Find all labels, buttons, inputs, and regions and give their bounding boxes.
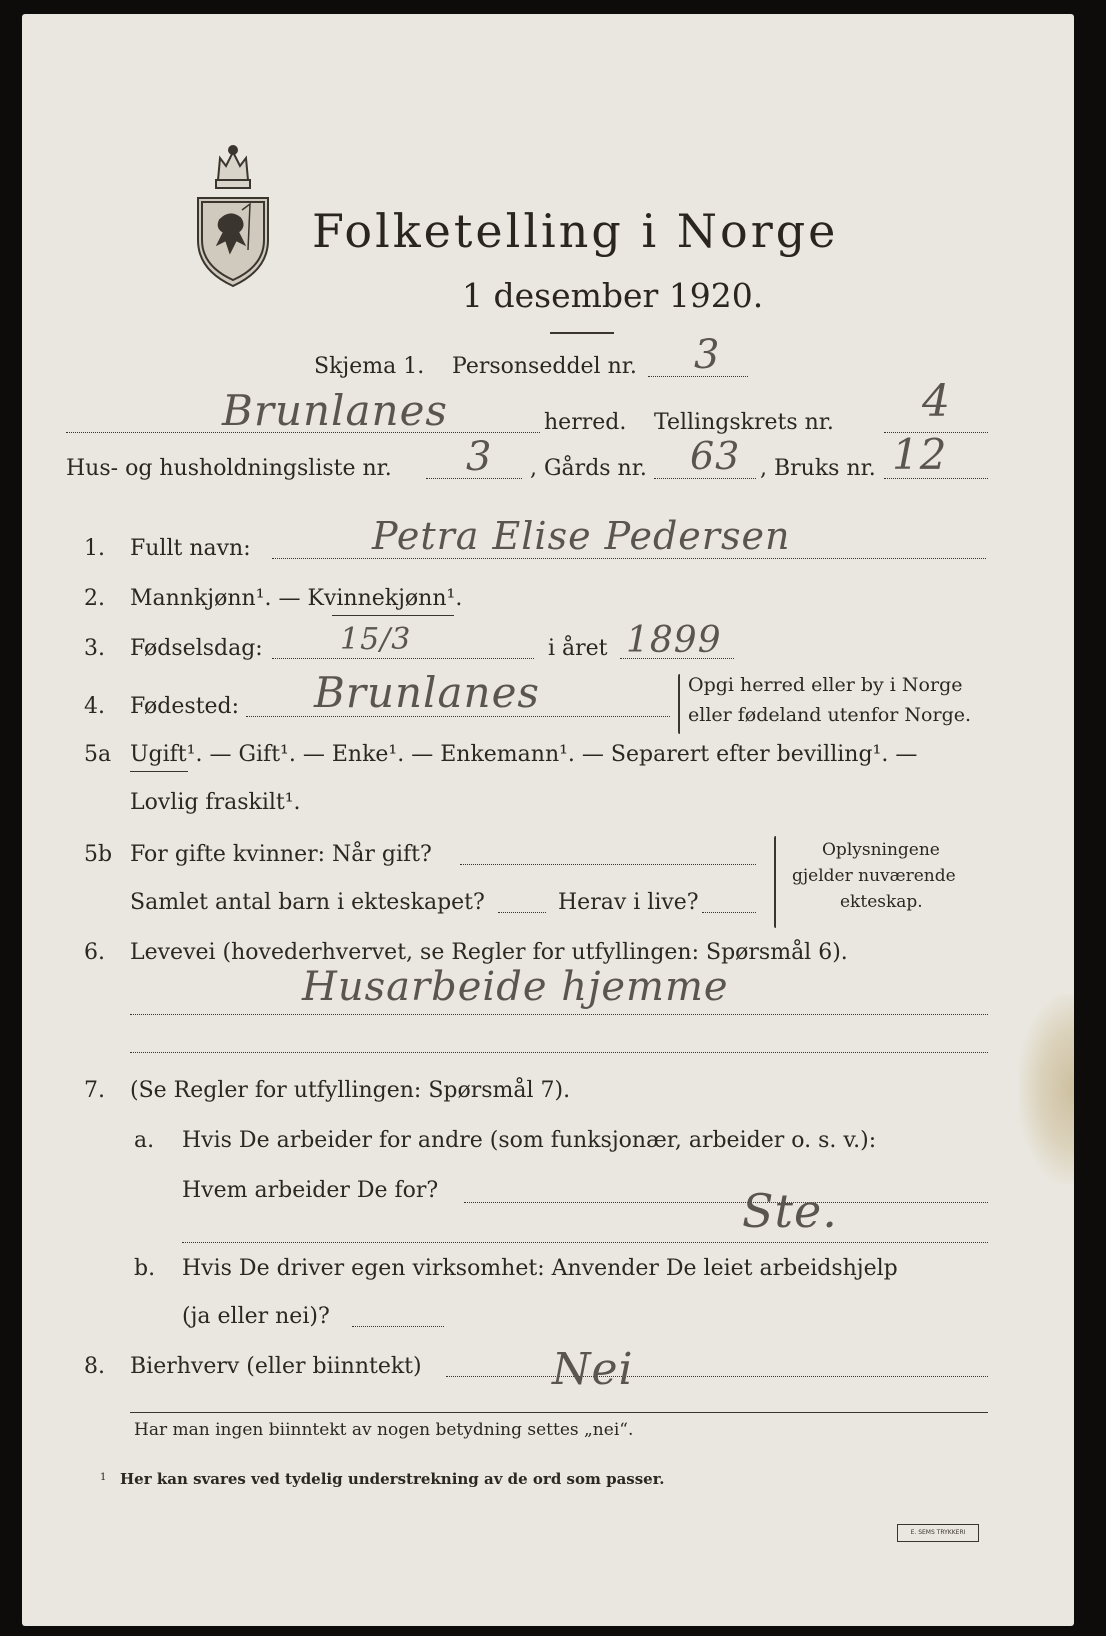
- q5b-children-label: Samlet antal barn i ekteskapet?: [130, 890, 485, 915]
- bruks-value[interactable]: 12: [892, 430, 948, 479]
- husliste-value[interactable]: 3: [466, 434, 493, 480]
- year-label: i året: [548, 636, 608, 661]
- gender-underline: [332, 615, 454, 616]
- q5b-line1: For gifte kvinner: Når gift?: [130, 842, 432, 867]
- q5b-number: 5b: [84, 842, 113, 867]
- q5b-note-line3: ekteskap.: [840, 892, 923, 912]
- q4-brace: [678, 674, 680, 734]
- marital-options-2[interactable]: Lovlig fraskilt¹.: [130, 790, 301, 815]
- title-rule: [550, 332, 614, 334]
- q6-number: 6.: [84, 940, 105, 965]
- q4-label: Fødested:: [130, 694, 240, 719]
- norwegian-lion-crest-icon: [190, 140, 276, 290]
- q2-number: 2.: [84, 586, 105, 611]
- q8-label: Bierhverv (eller biinntekt): [130, 1354, 422, 1379]
- personseddel-label: Personseddel nr.: [452, 354, 637, 379]
- birth-year-value[interactable]: 1899: [626, 620, 722, 661]
- q5b-note-line2: gjelder nuværende: [792, 866, 956, 886]
- q8-line: [446, 1376, 988, 1377]
- q5a-number: 5a: [84, 742, 112, 767]
- q5b-note-line1: Oplysningene: [822, 840, 940, 860]
- q1-line: [272, 558, 986, 559]
- paper-stain: [1019, 994, 1074, 1184]
- marital-options[interactable]: Ugift¹. — Gift¹. — Enke¹. — Enkemann¹. — Separert efter bevilling¹. —: [130, 742, 918, 767]
- q3-line: [272, 658, 534, 659]
- husliste-label: Hus- og husholdningsliste nr.: [66, 456, 392, 481]
- gards-value[interactable]: 63: [690, 434, 741, 478]
- q1-number: 1.: [84, 536, 105, 561]
- q7a-number: a.: [134, 1128, 155, 1153]
- q1-label: Fullt navn:: [130, 536, 251, 561]
- q7b-number: b.: [134, 1256, 156, 1281]
- q4-note-line1: Opgi herred eller by i Norge: [688, 674, 963, 696]
- gards-label: , Gårds nr.: [530, 456, 647, 481]
- form-date: 1 desember 1920.: [462, 276, 764, 315]
- children-line: [498, 912, 546, 913]
- herred-label: herred.: [544, 410, 627, 435]
- employer-line2: [182, 1242, 988, 1243]
- q4-number: 4.: [84, 694, 105, 719]
- q3-number: 3.: [84, 636, 105, 661]
- q5b-alive-label: Herav i live?: [558, 890, 699, 915]
- gards-line: [654, 478, 756, 479]
- form-title: Folketelling i Norge: [312, 204, 839, 258]
- bruks-label: , Bruks nr.: [760, 456, 876, 481]
- alive-line: [702, 912, 756, 913]
- marital-underline: [130, 771, 188, 772]
- q7b-line1: Hvis De driver egen virksomhet: Anvender De leiet arbeidshjelp: [182, 1256, 898, 1281]
- tellingskrets-label: Tellingskrets nr.: [654, 410, 834, 435]
- occupation-value[interactable]: Husarbeide hjemme: [302, 964, 729, 1010]
- q7a-line2: Hvem arbeider De for?: [182, 1178, 439, 1203]
- q8-number: 8.: [84, 1354, 105, 1379]
- full-name-value[interactable]: Petra Elise Pedersen: [372, 514, 791, 558]
- census-form: [22, 14, 1074, 1626]
- employer-line1: [464, 1202, 988, 1203]
- birthplace-value[interactable]: Brunlanes: [314, 668, 540, 717]
- birthday-value[interactable]: 15/3: [340, 622, 412, 657]
- q4-note-line2: eller fødeland utenfor Norge.: [688, 704, 972, 726]
- married-when-line: [460, 864, 756, 865]
- herred-value[interactable]: Brunlanes: [222, 386, 448, 435]
- q7-number: 7.: [84, 1078, 105, 1103]
- q7b-line2: (ja eller nei)?: [182, 1304, 330, 1329]
- tellingskrets-value[interactable]: 4: [922, 376, 951, 427]
- q7-label: (Se Regler for utfyllingen: Spørsmål 7).: [130, 1078, 571, 1103]
- q7a-line1: Hvis De arbeider for andre (som funksjonær, arbeider o. s. v.):: [182, 1128, 877, 1153]
- q5b-brace: [774, 836, 776, 928]
- gender-options[interactable]: Mannkjønn¹. — Kvinnekjønn¹.: [130, 586, 463, 611]
- footnote: Her kan svares ved tydelig understrekning av de ord som passer.: [120, 1470, 665, 1488]
- personseddel-value[interactable]: 3: [694, 332, 721, 378]
- q6-label: Levevei (hovederhvervet, se Regler for utfyllingen: Spørsmål 6).: [130, 940, 848, 965]
- q6-line1: [130, 1014, 988, 1015]
- side-income-value[interactable]: Nei: [552, 1344, 634, 1395]
- skjema-label: Skjema 1.: [314, 354, 425, 379]
- q3-label: Fødselsdag:: [130, 636, 263, 661]
- printer-stamp: E. SEMS TRYKKERI: [897, 1524, 979, 1542]
- footnote-mark: 1: [100, 1472, 107, 1483]
- hired-help-line: [352, 1326, 444, 1327]
- employer-value[interactable]: Ste.: [742, 1184, 838, 1238]
- footer-rule: [130, 1412, 988, 1413]
- q6-line2: [130, 1052, 988, 1053]
- footer-note: Har man ingen biinntekt av nogen betydning settes „nei“.: [134, 1420, 634, 1440]
